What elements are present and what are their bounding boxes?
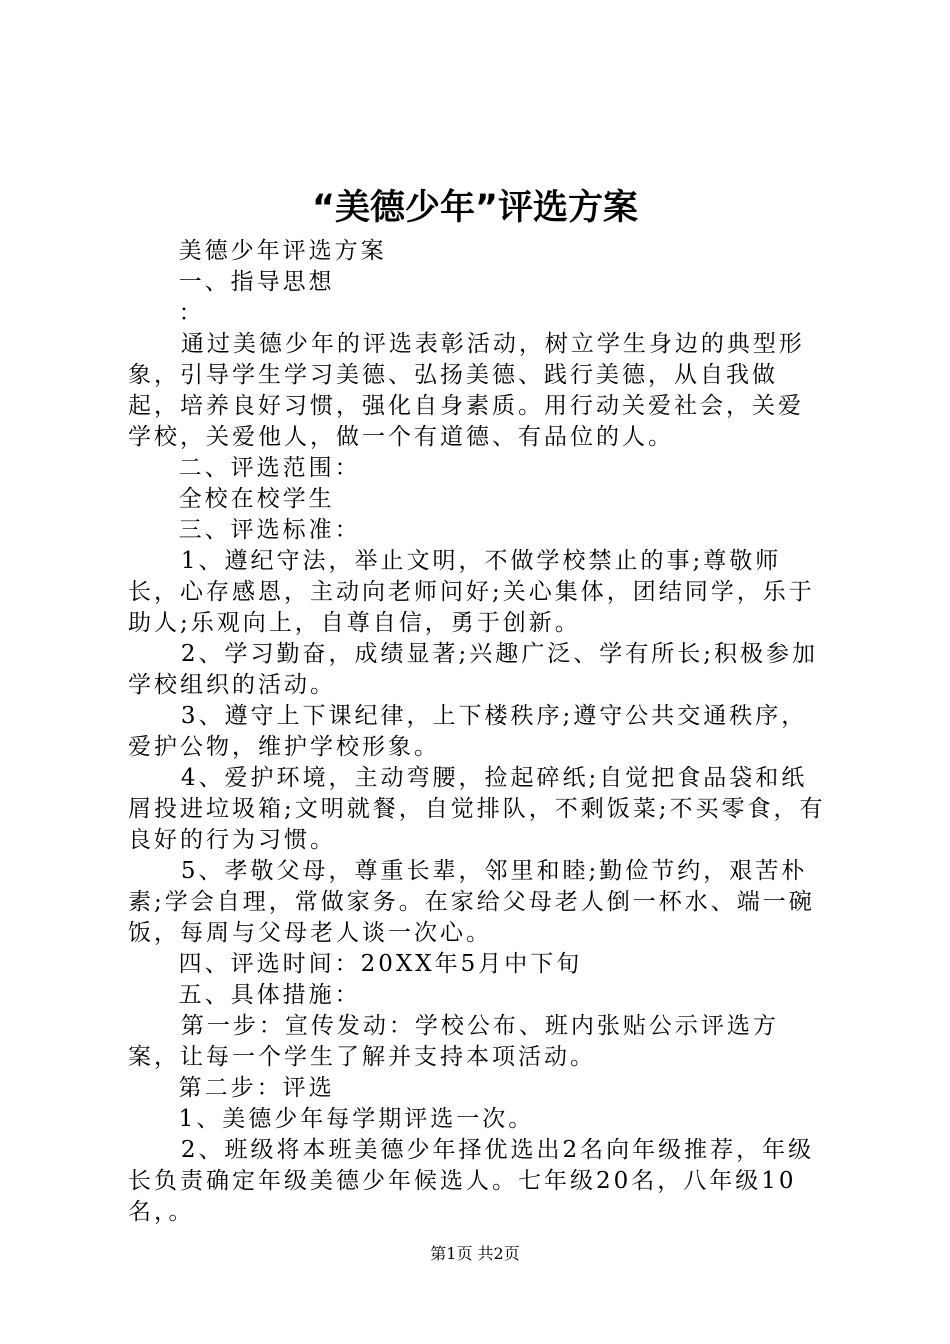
measure-step-1: 第一步：宣传发动：学校公布、班内张贴公示评选方案，让每一个学生了解并支持本项活动。 xyxy=(128,1013,779,1070)
section-heading-5: 五、具体措施： xyxy=(178,982,361,1008)
section-heading-2: 二、评选范围： xyxy=(178,455,361,481)
document-title: “美德少年”评选方案 xyxy=(311,188,638,228)
paragraph-scope: 全校在校学生 xyxy=(178,486,335,512)
measure-item-1: 1、美德少年每学期评选一次。 xyxy=(178,1106,535,1132)
criteria-item-3: 3、遵守上下课纪律，上下楼秩序;遵守公共交通秩序，爱护公物，维护学校形象。 xyxy=(128,703,808,760)
section-heading-3: 三、评选标准： xyxy=(178,517,361,543)
document-body xyxy=(128,236,828,1228)
page-footer: 第1页 共2页 xyxy=(430,1244,520,1263)
section-heading-1: 一、指导思想 xyxy=(178,269,335,295)
criteria-item-2: 2、学习勤奋，成绩显著;兴趣广泛、学有所长;积极参加学校组织的活动。 xyxy=(128,641,819,698)
criteria-item-1: 1、遵纪守法，举止文明，不做学校禁止的事;尊敬师长，心存感恩，主动向老师问好;关心集体，团结同学，乐于助人;乐观向上，自尊自信，勇于创新。 xyxy=(128,548,815,636)
paragraph-colon: ： xyxy=(178,300,205,326)
paragraph-guiding-thought: 通过美德少年的评选表彰活动，树立学生身边的典型形象，引导学生学习美德、弘扬美德、践行美德，从自我做起，培养良好习惯，强化自身素质。用行动关爱社会，关爱学校，关爱他人，做一个有道德、有品位的人。 xyxy=(128,331,805,450)
paragraph-subtitle: 美德少年评选方案 xyxy=(178,238,387,264)
measure-item-2: 2、班级将本班美德少年择优选出2名向年级推荐，年级长负责确定年级美德少年候选人。七年级20名，八年级10名，。 xyxy=(128,1137,815,1225)
criteria-item-4: 4、爱护环境，主动弯腰，捡起碎纸;自觉把食品袋和纸屑投进垃圾箱;文明就餐，自觉排队，不剩饭菜;不买零食，有良好的行为习惯。 xyxy=(128,765,826,853)
measure-step-2: 第二步：评选 xyxy=(178,1075,335,1101)
section-heading-4: 四、评选时间：20XX年5月中下旬 xyxy=(178,951,583,977)
criteria-item-5: 5、孝敬父母，尊重长辈，邻里和睦;勤俭节约，艰苦朴素;学会自理，常做家务。在家给父母老人倒一杯水、端一碗饭，每周与父母老人谈一次心。 xyxy=(128,858,815,946)
